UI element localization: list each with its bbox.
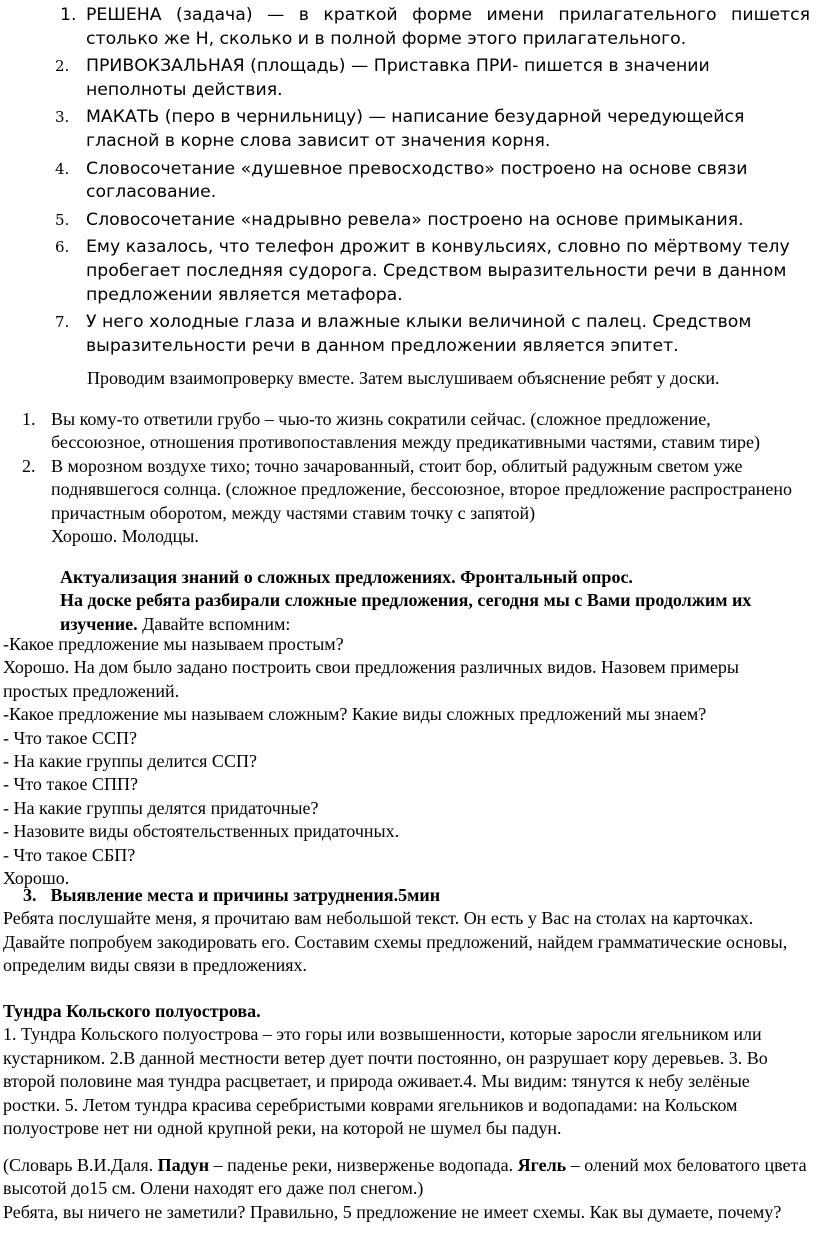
question-line: -Какое предложение мы называем простым? — [3, 634, 344, 654]
list-text: МАКАТЬ (перо в чернильницу) — написание безударной чередующейся гласной в корне слова зависит от значения корня. — [86, 107, 745, 151]
section-number: 3. — [23, 885, 37, 905]
answers-list — [0, 4, 816, 362]
question-line: - Что такое СПП? — [3, 774, 138, 795]
section-3 — [3, 884, 803, 978]
list-number: 2. — [55, 57, 70, 76]
board-rest-text: Давайте вспомним: — [137, 613, 291, 634]
check-intro: Проводим взаимопроверку вместе. Затем выслушиваем объяснение ребят у доски. — [87, 368, 720, 388]
question-line: Хорошо. На дом было задано построить свои предложения различных видов. Назовем примеры простых предложений. — [3, 657, 739, 701]
text-block — [3, 1000, 809, 1140]
dictionary-definition: – олений мох беловатого цвета высотой до15 см. Олени находят его даже пол снегом.) — [3, 1155, 807, 1199]
list-number: 5. — [55, 210, 70, 229]
list-text: РЕШЕНА (задача) — в краткой форме имени прилагательного пишется столько же Н, сколько и в полной форме этого прилагательного. — [86, 5, 810, 49]
list-item — [0, 158, 816, 205]
board-bold-text: На доске ребята разбирали сложные предложения, сегодня мы с Вами продолжим их изучение. — [60, 590, 752, 634]
actualization-block — [60, 566, 800, 636]
list-item — [0, 4, 816, 51]
list-text: ПРИВОКЗАЛЬНАЯ (площадь) — Приставка ПРИ- пишется в значении неполноты действия. — [86, 56, 710, 100]
dictionary-block — [3, 1154, 809, 1224]
list-item — [0, 408, 800, 455]
list-item — [0, 311, 816, 358]
question-line: - На какие группы делятся придаточные? — [3, 797, 319, 818]
dictionary-term: Ягель — [517, 1155, 567, 1175]
question-line: Хорошо. — [3, 868, 70, 889]
list-item — [0, 55, 816, 102]
list-number: 3. — [55, 108, 70, 127]
list-text: Словосочетание «душевное превосходство» построено на основе связи согласование. — [86, 158, 748, 203]
dictionary-note — [3, 1154, 809, 1201]
list-text: Словосочетание «надрывно ревела» построено на основе примыкания. — [86, 209, 744, 230]
list-item — [0, 209, 816, 233]
list-text: У него холодные глаза и влажные клыки величиной с палец. Средством выразительности речи в данном предложении является эпитет. — [86, 312, 752, 356]
list-number: 6. — [55, 238, 70, 257]
list-number: 2. — [22, 455, 36, 476]
final-question: Ребята, вы ничего не заметили? Правильно, 5 предложение не имеет схемы. Как вы думаете, почему? — [3, 1201, 782, 1222]
list-text: В морозном воздухе тихо; точно зачарованный, стоит бор, облитый радужным светом уже поднявшегося солнца. (сложное предложение, бессоюзное, второе предложение распространено причастным оборотом, между частями ставим точку с запятой) — [51, 455, 793, 523]
section-3-heading — [3, 884, 803, 907]
question-line: - На какие группы делится ССП? — [3, 751, 257, 772]
text-title: Тундра Кольского полуострова. — [3, 1001, 261, 1021]
section-heading: Актуализация знаний о сложных предложениях. Фронтальный опрос. — [60, 567, 633, 587]
text-body: 1. Тундра Кольского полуострова – это горы или возвышенности, которые заросли ягельником или кустарником. 2.В данной местности ветер дует почти постоянно, он разрушает кору деревьев. 3. Во второй половине мая тундра расцветает, и природа оживает.4. Мы видим: тянутся к небу зелёные ростки. 5. Летом тундра красива серебристыми коврами ягельников и водопадами: на Кольском полуострове нет ни одной крупной реки, на которой не шумел бы падун. — [3, 1024, 768, 1139]
list-item — [0, 236, 816, 307]
dictionary-source: (Словарь В.И.Даля. — [3, 1155, 158, 1175]
question-line: -Какое предложение мы называем сложным? Какие виды сложных предложений мы знаем? — [3, 704, 707, 725]
list-item — [0, 106, 816, 153]
list-number: 1. — [22, 409, 36, 429]
dictionary-definition: – паденье реки, низверженье водопада. — [209, 1155, 518, 1175]
list-number: 7. — [55, 313, 70, 332]
board-paragraph — [60, 589, 800, 636]
dictionary-term: Падун — [157, 1155, 210, 1175]
question-line: - Что такое СБП? — [3, 844, 136, 865]
praise-text: Хорошо. Молодцы. — [51, 526, 199, 547]
list-text: Ему казалось, что телефон дрожит в конвульсиях, словно по мёртвому телу пробегает последняя судорога. Средством выразительности речи в данном предложении является метафора. — [86, 237, 790, 305]
question-line: - Что такое ССП? — [3, 727, 137, 748]
question-line: - Назовите виды обстоятельственных придаточных. — [3, 821, 400, 842]
list-number: 1. — [60, 5, 77, 25]
list-text: Вы кому-то ответили грубо – чью-то жизнь сократили сейчас. (сложное предложение, бессоюзное, отношения противопоставления между предикативными частями, ставим тире) — [51, 409, 761, 453]
section-title: Выявление места и причины затруднения.5мин — [50, 885, 441, 905]
list-item — [0, 455, 800, 525]
questions-block — [3, 633, 803, 890]
section-3-intro: Ребята послушайте меня, я прочитаю вам небольшой текст. Он есть у Вас на столах на карточках. Давайте попробуем закодировать его. Составим схемы предложений, найдем грамматические основы, определим виды связи в предложениях. — [3, 908, 788, 976]
list-number: 4. — [55, 159, 70, 178]
check-list — [0, 408, 800, 548]
